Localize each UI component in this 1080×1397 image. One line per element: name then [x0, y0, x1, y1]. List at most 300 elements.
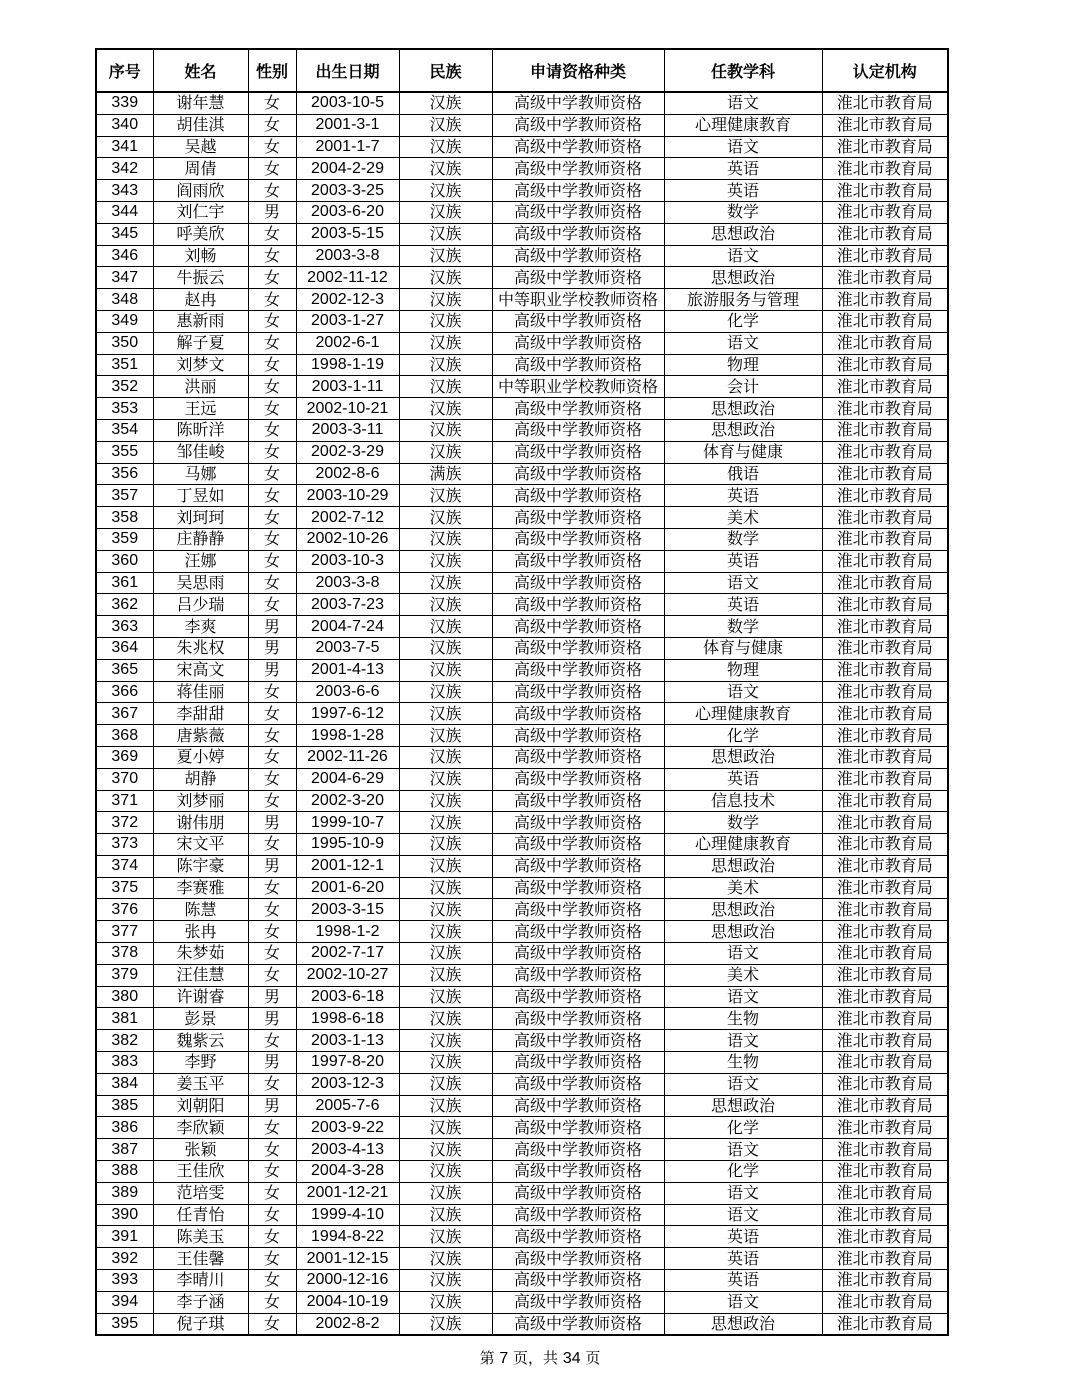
- cell-qualification-type: 高级中学教师资格: [492, 1030, 664, 1052]
- cell-birth-date: 1998-1-2: [296, 921, 399, 943]
- cell-subject: 思想政治: [664, 899, 822, 921]
- cell-gender: 女: [248, 1117, 296, 1139]
- cell-qualification-type: 高级中学教师资格: [492, 201, 664, 223]
- cell-gender: 女: [248, 899, 296, 921]
- cell-serial-number: 368: [96, 725, 153, 747]
- cell-birth-date: 2002-10-27: [296, 964, 399, 986]
- cell-serial-number: 362: [96, 594, 153, 616]
- cell-serial-number: 392: [96, 1248, 153, 1270]
- cell-subject: 思想政治: [664, 267, 822, 289]
- cell-subject: 美术: [664, 964, 822, 986]
- cell-serial-number: 353: [96, 398, 153, 420]
- cell-birth-date: 2003-1-11: [296, 376, 399, 398]
- cell-qualification-type: 高级中学教师资格: [492, 398, 664, 420]
- cell-gender: 女: [248, 943, 296, 965]
- cell-subject: 化学: [664, 310, 822, 332]
- cell-gender: 女: [248, 245, 296, 267]
- cell-subject: 心理健康教育: [664, 114, 822, 136]
- cell-name: 周倩: [153, 158, 248, 180]
- cell-name: 汪娜: [153, 550, 248, 572]
- cell-ethnicity: 汉族: [399, 812, 492, 834]
- table-row: [96, 855, 948, 877]
- cell-certifying-authority: 淮北市教育局: [822, 1117, 948, 1139]
- table-row: [96, 986, 948, 1008]
- cell-subject: 思想政治: [664, 1095, 822, 1117]
- cell-serial-number: 380: [96, 986, 153, 1008]
- cell-name: 魏紫云: [153, 1030, 248, 1052]
- cell-gender: 男: [248, 1095, 296, 1117]
- cell-qualification-type: 高级中学教师资格: [492, 616, 664, 638]
- table-row: [96, 419, 948, 441]
- cell-gender: 女: [248, 92, 296, 114]
- cell-subject: 数学: [664, 528, 822, 550]
- cell-gender: 男: [248, 1052, 296, 1074]
- cell-qualification-type: 高级中学教师资格: [492, 1095, 664, 1117]
- cell-birth-date: 2003-10-5: [296, 92, 399, 114]
- cell-serial-number: 361: [96, 572, 153, 594]
- cell-qualification-type: 高级中学教师资格: [492, 790, 664, 812]
- cell-subject: 思想政治: [664, 223, 822, 245]
- cell-certifying-authority: 淮北市教育局: [822, 1182, 948, 1204]
- cell-birth-date: 2001-4-13: [296, 659, 399, 681]
- table-row: [96, 1270, 948, 1292]
- table-row: [96, 616, 948, 638]
- cell-subject: 生物: [664, 1052, 822, 1074]
- cell-subject: 语文: [664, 245, 822, 267]
- cell-certifying-authority: 淮北市教育局: [822, 1008, 948, 1030]
- cell-serial-number: 394: [96, 1291, 153, 1313]
- cell-birth-date: 2003-3-8: [296, 572, 399, 594]
- table-row: [96, 354, 948, 376]
- cell-gender: 女: [248, 1226, 296, 1248]
- cell-birth-date: 2001-12-15: [296, 1248, 399, 1270]
- cell-name: 吕少瑞: [153, 594, 248, 616]
- cell-gender: 女: [248, 419, 296, 441]
- table-row: [96, 899, 948, 921]
- cell-certifying-authority: 淮北市教育局: [822, 921, 948, 943]
- cell-serial-number: 345: [96, 223, 153, 245]
- cell-gender: 男: [248, 637, 296, 659]
- cell-birth-date: 2003-1-27: [296, 310, 399, 332]
- cell-birth-date: 2002-11-12: [296, 267, 399, 289]
- cell-name: 吴思雨: [153, 572, 248, 594]
- cell-serial-number: 373: [96, 834, 153, 856]
- cell-name: 赵冉: [153, 289, 248, 311]
- cell-serial-number: 348: [96, 289, 153, 311]
- cell-gender: 女: [248, 1313, 296, 1335]
- cell-certifying-authority: 淮北市教育局: [822, 855, 948, 877]
- cell-ethnicity: 汉族: [399, 594, 492, 616]
- cell-serial-number: 376: [96, 899, 153, 921]
- cell-gender: 女: [248, 768, 296, 790]
- cell-name: 夏小婷: [153, 746, 248, 768]
- cell-subject: 英语: [664, 180, 822, 202]
- cell-serial-number: 378: [96, 943, 153, 965]
- cell-certifying-authority: 淮北市教育局: [822, 528, 948, 550]
- cell-gender: 女: [248, 681, 296, 703]
- cell-gender: 女: [248, 834, 296, 856]
- cell-birth-date: 2003-7-5: [296, 637, 399, 659]
- cell-serial-number: 384: [96, 1073, 153, 1095]
- cell-certifying-authority: 淮北市教育局: [822, 1204, 948, 1226]
- cell-qualification-type: 高级中学教师资格: [492, 332, 664, 354]
- cell-qualification-type: 高级中学教师资格: [492, 637, 664, 659]
- teacher-certification-table: [95, 48, 949, 1336]
- cell-serial-number: 343: [96, 180, 153, 202]
- cell-ethnicity: 汉族: [399, 267, 492, 289]
- cell-certifying-authority: 淮北市教育局: [822, 986, 948, 1008]
- cell-name: 庄静静: [153, 528, 248, 550]
- table-row: [96, 463, 948, 485]
- cell-birth-date: 1998-1-28: [296, 725, 399, 747]
- cell-name: 宋文平: [153, 834, 248, 856]
- cell-qualification-type: 高级中学教师资格: [492, 507, 664, 529]
- cell-certifying-authority: 淮北市教育局: [822, 310, 948, 332]
- cell-birth-date: 2001-3-1: [296, 114, 399, 136]
- cell-certifying-authority: 淮北市教育局: [822, 1073, 948, 1095]
- cell-ethnicity: 汉族: [399, 964, 492, 986]
- table-row: [96, 1161, 948, 1183]
- cell-gender: 女: [248, 1161, 296, 1183]
- cell-birth-date: 2000-12-16: [296, 1270, 399, 1292]
- cell-certifying-authority: 淮北市教育局: [822, 790, 948, 812]
- table-row: [96, 92, 948, 114]
- cell-certifying-authority: 淮北市教育局: [822, 746, 948, 768]
- header-certifying-authority: 认定机构: [822, 49, 948, 92]
- cell-name: 王远: [153, 398, 248, 420]
- cell-name: 王佳欣: [153, 1161, 248, 1183]
- cell-ethnicity: 汉族: [399, 768, 492, 790]
- cell-qualification-type: 高级中学教师资格: [492, 812, 664, 834]
- cell-birth-date: 2004-10-19: [296, 1291, 399, 1313]
- cell-serial-number: 340: [96, 114, 153, 136]
- cell-birth-date: 2003-9-22: [296, 1117, 399, 1139]
- table-row: [96, 485, 948, 507]
- cell-subject: 语文: [664, 1291, 822, 1313]
- cell-subject: 数学: [664, 812, 822, 834]
- cell-subject: 语文: [664, 1139, 822, 1161]
- cell-qualification-type: 高级中学教师资格: [492, 1008, 664, 1030]
- cell-qualification-type: 高级中学教师资格: [492, 354, 664, 376]
- cell-certifying-authority: 淮北市教育局: [822, 289, 948, 311]
- cell-gender: 女: [248, 703, 296, 725]
- cell-serial-number: 341: [96, 136, 153, 158]
- table-row: [96, 572, 948, 594]
- table-row: [96, 1248, 948, 1270]
- page-footer: [0, 1347, 1080, 1368]
- cell-birth-date: 1999-4-10: [296, 1204, 399, 1226]
- cell-serial-number: 364: [96, 637, 153, 659]
- table-row: [96, 768, 948, 790]
- cell-qualification-type: 高级中学教师资格: [492, 1270, 664, 1292]
- cell-qualification-type: 高级中学教师资格: [492, 768, 664, 790]
- cell-serial-number: 374: [96, 855, 153, 877]
- cell-gender: 女: [248, 921, 296, 943]
- table-row: [96, 681, 948, 703]
- table-row: [96, 201, 948, 223]
- table-row: [96, 550, 948, 572]
- table-row: [96, 289, 948, 311]
- cell-certifying-authority: 淮北市教育局: [822, 681, 948, 703]
- cell-certifying-authority: 淮北市教育局: [822, 1030, 948, 1052]
- cell-qualification-type: 高级中学教师资格: [492, 1117, 664, 1139]
- cell-name: 倪子琪: [153, 1313, 248, 1335]
- cell-serial-number: 382: [96, 1030, 153, 1052]
- cell-gender: 女: [248, 594, 296, 616]
- table-row: [96, 158, 948, 180]
- cell-name: 朱兆权: [153, 637, 248, 659]
- cell-subject: 语文: [664, 332, 822, 354]
- cell-ethnicity: 汉族: [399, 245, 492, 267]
- cell-birth-date: 1994-8-22: [296, 1226, 399, 1248]
- cell-gender: 男: [248, 201, 296, 223]
- cell-birth-date: 2003-1-13: [296, 1030, 399, 1052]
- table-row: [96, 834, 948, 856]
- cell-certifying-authority: 淮北市教育局: [822, 136, 948, 158]
- cell-certifying-authority: 淮北市教育局: [822, 616, 948, 638]
- cell-name: 刘朝阳: [153, 1095, 248, 1117]
- table-row: [96, 136, 948, 158]
- cell-certifying-authority: 淮北市教育局: [822, 768, 948, 790]
- cell-ethnicity: 汉族: [399, 877, 492, 899]
- cell-name: 谢伟朋: [153, 812, 248, 834]
- cell-name: 蒋佳丽: [153, 681, 248, 703]
- cell-birth-date: 1998-1-19: [296, 354, 399, 376]
- cell-serial-number: 357: [96, 485, 153, 507]
- cell-ethnicity: 汉族: [399, 354, 492, 376]
- cell-gender: 女: [248, 725, 296, 747]
- table-row: [96, 310, 948, 332]
- cell-certifying-authority: 淮北市教育局: [822, 964, 948, 986]
- cell-gender: 女: [248, 114, 296, 136]
- cell-subject: 物理: [664, 354, 822, 376]
- cell-certifying-authority: 淮北市教育局: [822, 92, 948, 114]
- cell-subject: 体育与健康: [664, 441, 822, 463]
- cell-qualification-type: 高级中学教师资格: [492, 1226, 664, 1248]
- cell-ethnicity: 汉族: [399, 289, 492, 311]
- cell-name: 任青怡: [153, 1204, 248, 1226]
- cell-birth-date: 2002-10-26: [296, 528, 399, 550]
- cell-qualification-type: 高级中学教师资格: [492, 1291, 664, 1313]
- cell-certifying-authority: 淮北市教育局: [822, 725, 948, 747]
- cell-name: 王佳馨: [153, 1248, 248, 1270]
- cell-birth-date: 1995-10-9: [296, 834, 399, 856]
- cell-qualification-type: 高级中学教师资格: [492, 441, 664, 463]
- cell-serial-number: 386: [96, 1117, 153, 1139]
- cell-certifying-authority: 淮北市教育局: [822, 114, 948, 136]
- table-row: [96, 267, 948, 289]
- cell-name: 唐紫薇: [153, 725, 248, 747]
- table-row: [96, 1073, 948, 1095]
- cell-subject: 美术: [664, 877, 822, 899]
- cell-gender: 男: [248, 855, 296, 877]
- cell-ethnicity: 汉族: [399, 616, 492, 638]
- cell-name: 马娜: [153, 463, 248, 485]
- cell-gender: 男: [248, 659, 296, 681]
- cell-qualification-type: 高级中学教师资格: [492, 485, 664, 507]
- cell-qualification-type: 高级中学教师资格: [492, 528, 664, 550]
- cell-serial-number: 342: [96, 158, 153, 180]
- cell-certifying-authority: 淮北市教育局: [822, 834, 948, 856]
- cell-name: 胡佳淇: [153, 114, 248, 136]
- cell-qualification-type: 高级中学教师资格: [492, 1073, 664, 1095]
- cell-ethnicity: 汉族: [399, 180, 492, 202]
- cell-qualification-type: 高级中学教师资格: [492, 594, 664, 616]
- cell-gender: 女: [248, 463, 296, 485]
- cell-gender: 女: [248, 1291, 296, 1313]
- cell-certifying-authority: 淮北市教育局: [822, 1291, 948, 1313]
- cell-birth-date: 2002-12-3: [296, 289, 399, 311]
- cell-subject: 思想政治: [664, 855, 822, 877]
- cell-qualification-type: 高级中学教师资格: [492, 746, 664, 768]
- table-row: [96, 1226, 948, 1248]
- table-row: [96, 877, 948, 899]
- cell-ethnicity: 汉族: [399, 790, 492, 812]
- cell-ethnicity: 汉族: [399, 1139, 492, 1161]
- cell-name: 汪佳慧: [153, 964, 248, 986]
- cell-serial-number: 352: [96, 376, 153, 398]
- cell-certifying-authority: 淮北市教育局: [822, 637, 948, 659]
- cell-gender: 女: [248, 1182, 296, 1204]
- cell-qualification-type: 高级中学教师资格: [492, 1204, 664, 1226]
- cell-name: 李晴川: [153, 1270, 248, 1292]
- cell-name: 邹佳峻: [153, 441, 248, 463]
- cell-certifying-authority: 淮北市教育局: [822, 245, 948, 267]
- cell-gender: 女: [248, 1248, 296, 1270]
- cell-certifying-authority: 淮北市教育局: [822, 441, 948, 463]
- cell-serial-number: 363: [96, 616, 153, 638]
- cell-gender: 女: [248, 376, 296, 398]
- cell-subject: 语文: [664, 681, 822, 703]
- cell-certifying-authority: 淮北市教育局: [822, 943, 948, 965]
- cell-ethnicity: 汉族: [399, 681, 492, 703]
- cell-certifying-authority: 淮北市教育局: [822, 267, 948, 289]
- cell-serial-number: 354: [96, 419, 153, 441]
- cell-subject: 英语: [664, 1226, 822, 1248]
- cell-birth-date: 2003-10-29: [296, 485, 399, 507]
- cell-subject: 会计: [664, 376, 822, 398]
- cell-name: 李甜甜: [153, 703, 248, 725]
- cell-serial-number: 365: [96, 659, 153, 681]
- cell-gender: 女: [248, 507, 296, 529]
- cell-ethnicity: 汉族: [399, 376, 492, 398]
- cell-birth-date: 2004-3-28: [296, 1161, 399, 1183]
- cell-ethnicity: 汉族: [399, 1161, 492, 1183]
- cell-qualification-type: 高级中学教师资格: [492, 943, 664, 965]
- cell-qualification-type: 高级中学教师资格: [492, 1052, 664, 1074]
- cell-name: 李子涵: [153, 1291, 248, 1313]
- table-row: [96, 1204, 948, 1226]
- cell-ethnicity: 汉族: [399, 507, 492, 529]
- cell-certifying-authority: 淮北市教育局: [822, 354, 948, 376]
- cell-ethnicity: 汉族: [399, 659, 492, 681]
- cell-qualification-type: 高级中学教师资格: [492, 725, 664, 747]
- cell-name: 吴越: [153, 136, 248, 158]
- cell-ethnicity: 汉族: [399, 703, 492, 725]
- cell-certifying-authority: 淮北市教育局: [822, 1095, 948, 1117]
- cell-ethnicity: 汉族: [399, 725, 492, 747]
- cell-name: 惠新雨: [153, 310, 248, 332]
- cell-name: 胡静: [153, 768, 248, 790]
- cell-name: 张冉: [153, 921, 248, 943]
- cell-qualification-type: 中等职业学校教师资格: [492, 289, 664, 311]
- cell-gender: 女: [248, 310, 296, 332]
- cell-name: 李欣颖: [153, 1117, 248, 1139]
- cell-qualification-type: 高级中学教师资格: [492, 834, 664, 856]
- cell-qualification-type: 高级中学教师资格: [492, 703, 664, 725]
- cell-qualification-type: 高级中学教师资格: [492, 180, 664, 202]
- cell-serial-number: 358: [96, 507, 153, 529]
- cell-ethnicity: 汉族: [399, 1204, 492, 1226]
- cell-subject: 思想政治: [664, 419, 822, 441]
- cell-serial-number: 379: [96, 964, 153, 986]
- cell-ethnicity: 汉族: [399, 855, 492, 877]
- cell-serial-number: 346: [96, 245, 153, 267]
- table-row: [96, 943, 948, 965]
- cell-ethnicity: 汉族: [399, 310, 492, 332]
- cell-gender: 女: [248, 485, 296, 507]
- cell-birth-date: 2002-7-17: [296, 943, 399, 965]
- cell-serial-number: 369: [96, 746, 153, 768]
- cell-serial-number: 388: [96, 1161, 153, 1183]
- cell-serial-number: 375: [96, 877, 153, 899]
- table-row: [96, 223, 948, 245]
- cell-certifying-authority: 淮北市教育局: [822, 398, 948, 420]
- cell-ethnicity: 汉族: [399, 1291, 492, 1313]
- cell-certifying-authority: 淮北市教育局: [822, 1313, 948, 1335]
- cell-ethnicity: 汉族: [399, 1008, 492, 1030]
- cell-ethnicity: 汉族: [399, 834, 492, 856]
- cell-birth-date: 2002-6-1: [296, 332, 399, 354]
- table-row: [96, 746, 948, 768]
- cell-ethnicity: 汉族: [399, 1073, 492, 1095]
- cell-birth-date: 2003-6-6: [296, 681, 399, 703]
- cell-birth-date: 1999-10-7: [296, 812, 399, 834]
- cell-qualification-type: 中等职业学校教师资格: [492, 376, 664, 398]
- table-row: [96, 964, 948, 986]
- cell-certifying-authority: 淮北市教育局: [822, 485, 948, 507]
- cell-certifying-authority: 淮北市教育局: [822, 463, 948, 485]
- cell-name: 谢年慧: [153, 92, 248, 114]
- cell-ethnicity: 汉族: [399, 986, 492, 1008]
- cell-qualification-type: 高级中学教师资格: [492, 899, 664, 921]
- cell-serial-number: 387: [96, 1139, 153, 1161]
- cell-subject: 英语: [664, 1270, 822, 1292]
- cell-subject: 思想政治: [664, 1313, 822, 1335]
- cell-birth-date: 2004-7-24: [296, 616, 399, 638]
- cell-subject: 思想政治: [664, 398, 822, 420]
- cell-subject: 数学: [664, 616, 822, 638]
- cell-gender: 女: [248, 550, 296, 572]
- cell-ethnicity: 汉族: [399, 528, 492, 550]
- cell-qualification-type: 高级中学教师资格: [492, 114, 664, 136]
- cell-name: 阎雨欣: [153, 180, 248, 202]
- cell-gender: 女: [248, 964, 296, 986]
- cell-birth-date: 2002-3-20: [296, 790, 399, 812]
- cell-gender: 女: [248, 877, 296, 899]
- cell-name: 许谢睿: [153, 986, 248, 1008]
- cell-certifying-authority: 淮北市教育局: [822, 1139, 948, 1161]
- cell-birth-date: 2004-2-29: [296, 158, 399, 180]
- table-header-row: [96, 49, 948, 92]
- cell-qualification-type: 高级中学教师资格: [492, 855, 664, 877]
- cell-subject: 语文: [664, 1030, 822, 1052]
- cell-birth-date: 2003-4-13: [296, 1139, 399, 1161]
- cell-gender: 女: [248, 790, 296, 812]
- cell-birth-date: 2001-12-21: [296, 1182, 399, 1204]
- cell-gender: 女: [248, 223, 296, 245]
- cell-qualification-type: 高级中学教师资格: [492, 310, 664, 332]
